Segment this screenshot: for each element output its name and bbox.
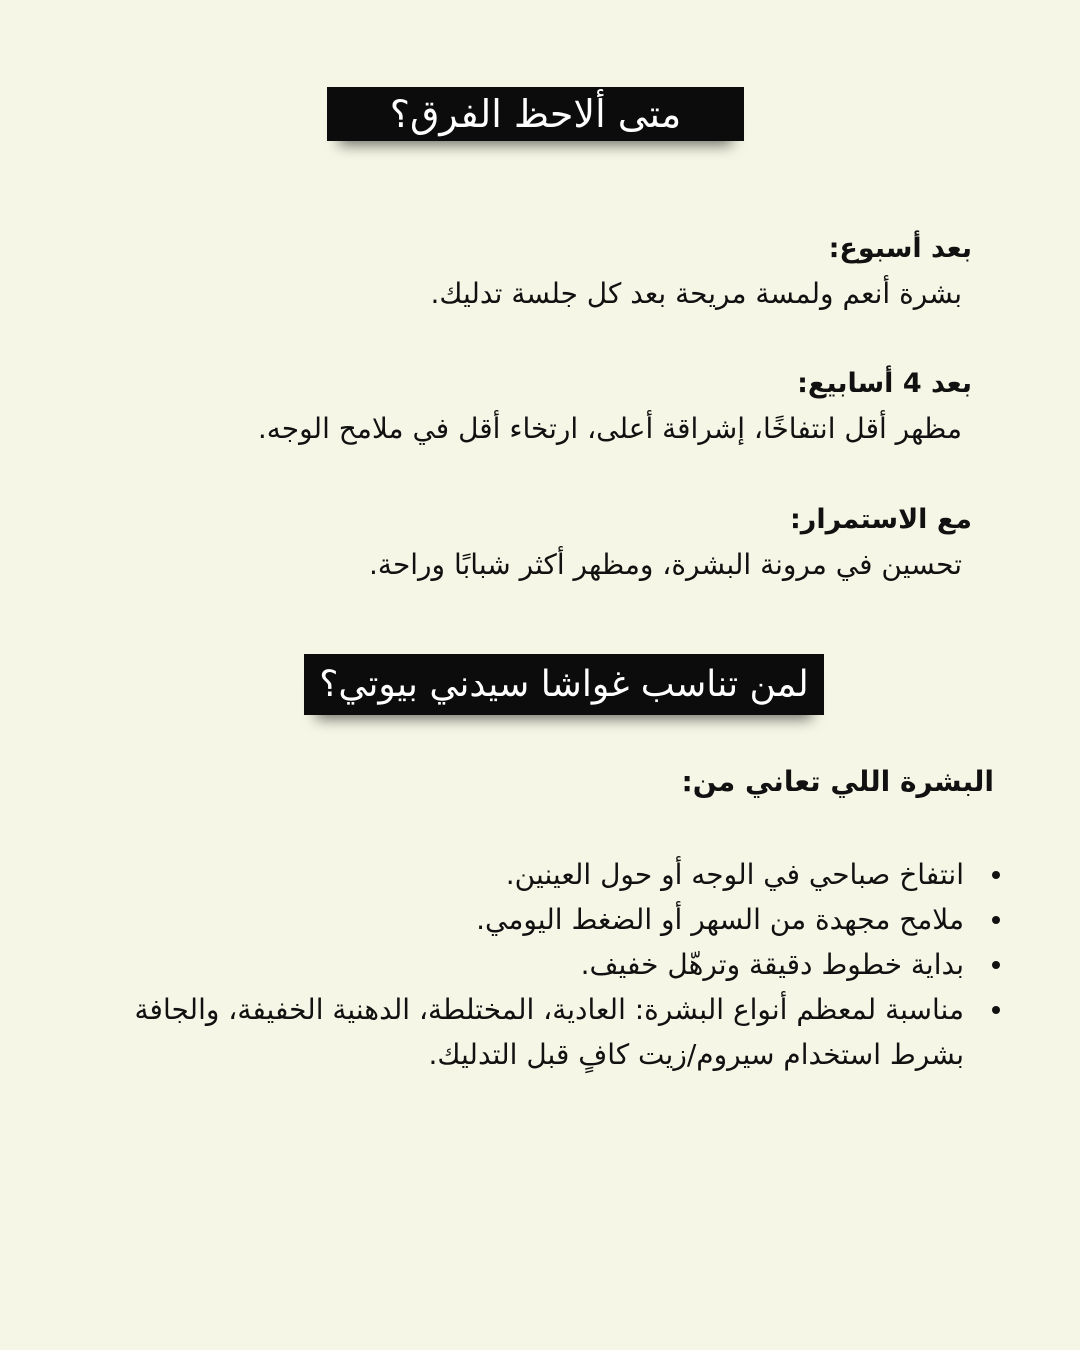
list-item <box>84 897 990 942</box>
list-item-text: مناسبة لمعظم أنواع البشرة: العادية، المختلطة، الدهنية الخفيفة، والجافة بشرط استخدام سيروم/زيت كافٍ قبل التدليك. <box>134 993 964 1071</box>
list-item <box>84 852 990 897</box>
who-suits-title: لمن تناسب غواشا سيدني بيوتي؟ <box>319 664 809 705</box>
timeline-week-4 <box>258 367 972 447</box>
timeline-heading: بعد 4 أسابيع: <box>797 368 972 399</box>
list-item <box>84 942 990 987</box>
when-notice-banner <box>327 87 744 141</box>
list-item <box>84 987 990 1077</box>
timeline-heading: بعد أسبوع: <box>828 233 972 264</box>
bullet-icon <box>992 871 1000 879</box>
timeline-text: بشرة أنعم ولمسة مريحة بعد كل جلسة تدليك. <box>430 277 962 310</box>
bullet-icon <box>992 961 1000 969</box>
timeline-text: تحسين في مرونة البشرة، ومظهر أكثر شبابًا وراحة. <box>369 548 962 581</box>
suits-heading: البشرة اللي تعاني من: <box>681 765 994 798</box>
timeline-week-1 <box>430 232 972 312</box>
list-item-text: بداية خطوط دقيقة وترهّل خفيف. <box>580 948 964 981</box>
list-item-text: انتفاخ صباحي في الوجه أو حول العينين. <box>505 858 964 891</box>
bullet-icon <box>992 916 1000 924</box>
list-item-text: ملامح مجهدة من السهر أو الضغط اليومي. <box>476 903 964 936</box>
timeline-heading: مع الاستمرار: <box>790 504 972 535</box>
bullet-icon <box>992 1006 1000 1014</box>
when-notice-title: متى ألاحظ الفرق؟ <box>389 92 682 136</box>
timeline-continued <box>369 503 972 583</box>
suits-list <box>84 852 964 1077</box>
timeline-text: مظهر أقل انتفاخًا، إشراقة أعلى، ارتخاء أقل في ملامح الوجه. <box>257 412 962 445</box>
who-suits-banner <box>304 654 824 715</box>
